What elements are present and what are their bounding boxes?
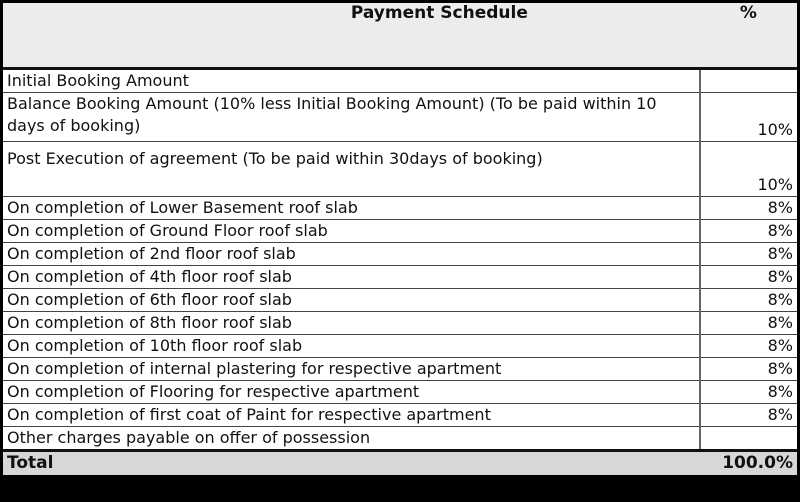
row-percent: 8% bbox=[700, 220, 797, 243]
row-description: Other charges payable on offer of possession bbox=[3, 427, 700, 451]
row-description: On completion of internal plastering for respective apartment bbox=[3, 358, 700, 381]
table-row bbox=[3, 197, 797, 220]
table-row bbox=[3, 142, 797, 197]
row-percent: 8% bbox=[700, 197, 797, 220]
row-percent: 8% bbox=[700, 358, 797, 381]
table-row bbox=[3, 243, 797, 266]
row-description: On completion of 2nd floor roof slab bbox=[3, 243, 700, 266]
table-row bbox=[3, 335, 797, 358]
header-percent: % bbox=[700, 3, 797, 69]
row-description: Balance Booking Amount (10% less Initial Booking Amount) (To be paid within 10 days of booking) bbox=[3, 93, 700, 142]
payment-schedule-table bbox=[3, 3, 797, 475]
total-percent: 100.0% bbox=[700, 451, 797, 476]
row-percent: 10% bbox=[700, 142, 797, 197]
total-label: Total bbox=[3, 451, 700, 476]
row-description: Post Execution of agreement (To be paid within 30days of booking) bbox=[3, 142, 700, 197]
table-row bbox=[3, 289, 797, 312]
table-row bbox=[3, 312, 797, 335]
table-row bbox=[3, 358, 797, 381]
row-percent: 8% bbox=[700, 335, 797, 358]
row-percent: 8% bbox=[700, 381, 797, 404]
table-row bbox=[3, 93, 797, 142]
row-description: On completion of Ground Floor roof slab bbox=[3, 220, 700, 243]
row-description: On completion of 10th floor roof slab bbox=[3, 335, 700, 358]
row-percent: 8% bbox=[700, 266, 797, 289]
table-row bbox=[3, 220, 797, 243]
table-row bbox=[3, 266, 797, 289]
row-description: On completion of first coat of Paint for respective apartment bbox=[3, 404, 700, 427]
total-row bbox=[3, 451, 797, 476]
header-row bbox=[3, 3, 797, 69]
header-description: Payment Schedule bbox=[3, 3, 700, 69]
row-percent: 8% bbox=[700, 243, 797, 266]
row-description: On completion of Lower Basement roof slab bbox=[3, 197, 700, 220]
table-row bbox=[3, 427, 797, 451]
row-description: On completion of Flooring for respective apartment bbox=[3, 381, 700, 404]
row-percent: 8% bbox=[700, 404, 797, 427]
row-percent: 8% bbox=[700, 289, 797, 312]
row-percent: 10% bbox=[700, 93, 797, 142]
table-row bbox=[3, 69, 797, 93]
row-percent: 8% bbox=[700, 312, 797, 335]
row-percent bbox=[700, 427, 797, 451]
row-description: On completion of 4th floor roof slab bbox=[3, 266, 700, 289]
row-percent bbox=[700, 69, 797, 93]
row-description: On completion of 6th floor roof slab bbox=[3, 289, 700, 312]
row-description: Initial Booking Amount bbox=[3, 69, 700, 93]
row-description: On completion of 8th floor roof slab bbox=[3, 312, 700, 335]
table-row bbox=[3, 381, 797, 404]
table-row bbox=[3, 404, 797, 427]
